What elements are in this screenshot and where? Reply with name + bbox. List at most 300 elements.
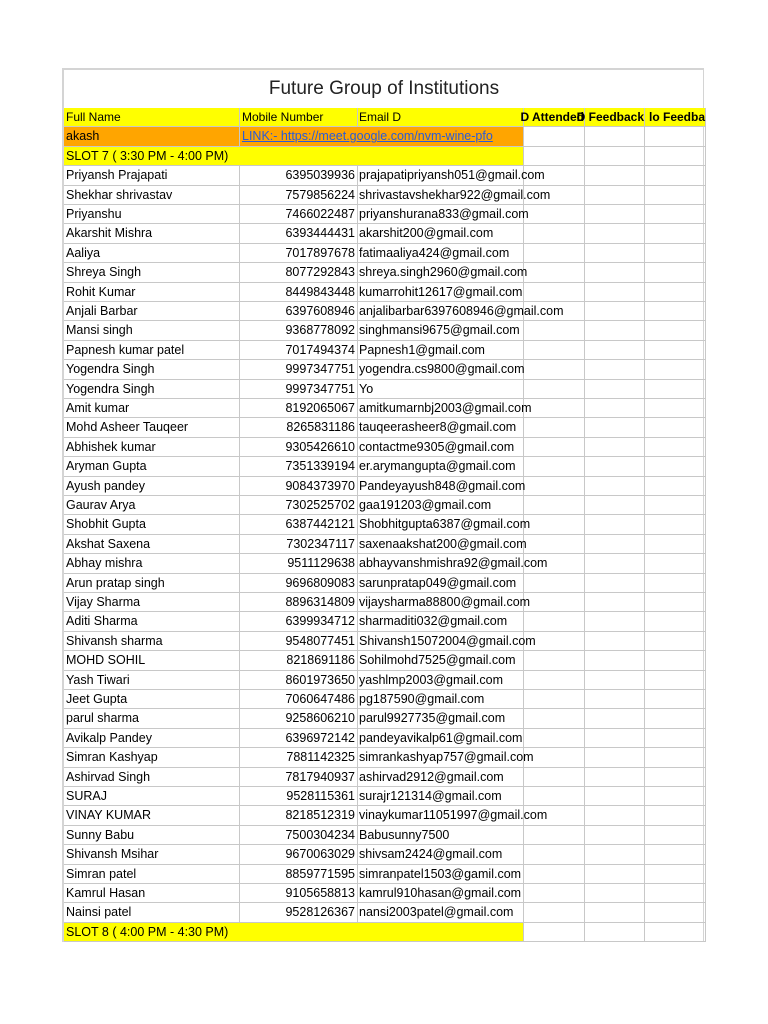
attended-cell[interactable] xyxy=(524,244,585,263)
attended-cell[interactable] xyxy=(524,205,585,224)
attended-cell[interactable] xyxy=(524,593,585,612)
feedback-cell[interactable] xyxy=(585,380,645,399)
feedback-cell[interactable] xyxy=(645,903,706,922)
attended-cell[interactable] xyxy=(524,787,585,806)
email-cell[interactable]: kumarrohit12617@gmail.com xyxy=(358,283,524,302)
mobile-cell[interactable]: 9305426610 xyxy=(240,438,358,457)
name-cell[interactable]: Simran Kashyap xyxy=(64,748,240,767)
feedback-cell[interactable] xyxy=(585,690,645,709)
feedback-cell[interactable] xyxy=(585,806,645,825)
attended-cell[interactable] xyxy=(524,399,585,418)
attended-cell[interactable] xyxy=(524,438,585,457)
feedback-cell[interactable] xyxy=(645,593,706,612)
feedback-cell[interactable] xyxy=(645,380,706,399)
cell[interactable] xyxy=(585,923,645,942)
feedback-cell[interactable] xyxy=(585,651,645,670)
feedback-cell[interactable] xyxy=(585,186,645,205)
email-cell[interactable]: gaa191203@gmail.com xyxy=(358,496,524,515)
name-cell[interactable]: Akshat Saxena xyxy=(64,535,240,554)
feedback-cell[interactable] xyxy=(585,244,645,263)
name-cell[interactable]: Abhishek kumar xyxy=(64,438,240,457)
table-row xyxy=(64,535,706,554)
cell[interactable] xyxy=(524,127,585,146)
table-row xyxy=(64,399,706,418)
name-cell[interactable]: Anjali Barbar xyxy=(64,302,240,321)
attended-cell[interactable] xyxy=(524,496,585,515)
feedback-cell[interactable] xyxy=(585,865,645,884)
mobile-cell[interactable]: 9258606210 xyxy=(240,709,358,728)
email-cell[interactable]: saxenaakshat200@gmail.com xyxy=(358,535,524,554)
header-row xyxy=(64,108,706,127)
feedback-cell[interactable] xyxy=(645,806,706,825)
feedback-cell[interactable] xyxy=(585,787,645,806)
mobile-cell[interactable]: 8601973650 xyxy=(240,671,358,690)
name-cell[interactable]: Mohd Asheer Tauqeer xyxy=(64,418,240,437)
email-cell[interactable]: akarshit200@gmail.com xyxy=(358,224,524,243)
attended-cell[interactable] xyxy=(524,651,585,670)
email-cell[interactable]: vijaysharma88800@gmail.com xyxy=(358,593,524,612)
table-row xyxy=(64,826,706,845)
attended-cell[interactable] xyxy=(524,321,585,340)
name-cell[interactable]: Shreya Singh xyxy=(64,263,240,282)
email-cell[interactable]: pandeyavikalp61@gmail.com xyxy=(358,729,524,748)
feedback-cell[interactable] xyxy=(585,321,645,340)
mobile-cell[interactable]: 6395039936 xyxy=(240,166,358,185)
name-cell[interactable]: Yash Tiwari xyxy=(64,671,240,690)
attended-cell[interactable] xyxy=(524,671,585,690)
mobile-cell[interactable]: 7302347117 xyxy=(240,535,358,554)
email-cell[interactable]: surajr121314@gmail.com xyxy=(358,787,524,806)
name-cell[interactable]: Shivansh sharma xyxy=(64,632,240,651)
feedback-cell[interactable] xyxy=(585,263,645,282)
slot-8-label[interactable]: SLOT 8 ( 4:00 PM - 4:30 PM) xyxy=(64,923,524,942)
attended-cell[interactable] xyxy=(524,263,585,282)
attended-cell[interactable] xyxy=(524,709,585,728)
email-cell[interactable]: Yo xyxy=(358,380,524,399)
mobile-cell[interactable]: 9670063029 xyxy=(240,845,358,864)
feedback-cell[interactable] xyxy=(585,515,645,534)
feedback-cell[interactable] xyxy=(585,709,645,728)
email-cell[interactable]: parul9927735@gmail.com xyxy=(358,709,524,728)
feedback-cell[interactable] xyxy=(645,166,706,185)
name-cell[interactable]: parul sharma xyxy=(64,709,240,728)
cell[interactable] xyxy=(524,923,585,942)
mobile-cell[interactable]: 7579856224 xyxy=(240,186,358,205)
mobile-cell[interactable]: 9548077451 xyxy=(240,632,358,651)
attended-cell[interactable] xyxy=(524,632,585,651)
mobile-cell[interactable]: 7017897678 xyxy=(240,244,358,263)
name-cell[interactable]: Aaliya xyxy=(64,244,240,263)
mobile-cell[interactable]: 8192065067 xyxy=(240,399,358,418)
table-row xyxy=(64,341,706,360)
feedback-cell[interactable] xyxy=(645,632,706,651)
table-row xyxy=(64,224,706,243)
feedback-cell[interactable] xyxy=(645,496,706,515)
header-email[interactable]: Email D xyxy=(358,108,524,127)
cell[interactable] xyxy=(585,147,645,166)
table-row xyxy=(64,283,706,302)
feedback-cell[interactable] xyxy=(645,302,706,321)
cell[interactable] xyxy=(585,127,645,146)
attended-cell[interactable] xyxy=(524,748,585,767)
table-row xyxy=(64,302,706,321)
table-row xyxy=(64,651,706,670)
name-cell[interactable]: Yogendra Singh xyxy=(64,360,240,379)
feedback-cell[interactable] xyxy=(585,302,645,321)
email-cell[interactable]: contactme9305@gmail.com xyxy=(358,438,524,457)
feedback-cell[interactable] xyxy=(585,496,645,515)
feedback-cell[interactable] xyxy=(645,535,706,554)
name-cell[interactable]: Avikalp Pandey xyxy=(64,729,240,748)
mobile-cell[interactable]: 6399934712 xyxy=(240,612,358,631)
header-feedback-1[interactable]: D Feedback xyxy=(585,108,645,127)
email-cell[interactable]: Shivansh15072004@gmail.com xyxy=(358,632,524,651)
header-attended[interactable]: D Attended xyxy=(524,108,585,127)
email-cell[interactable]: tauqeerasheer8@gmail.com xyxy=(358,418,524,437)
mobile-cell[interactable]: 7351339194 xyxy=(240,457,358,476)
feedback-cell[interactable] xyxy=(645,244,706,263)
attended-cell[interactable] xyxy=(524,884,585,903)
attended-cell[interactable] xyxy=(524,865,585,884)
attended-cell[interactable] xyxy=(524,903,585,922)
feedback-cell[interactable] xyxy=(645,186,706,205)
feedback-cell[interactable] xyxy=(645,574,706,593)
mobile-cell[interactable]: 8896314809 xyxy=(240,593,358,612)
feedback-cell[interactable] xyxy=(645,671,706,690)
feedback-cell[interactable] xyxy=(585,554,645,573)
mobile-cell[interactable]: 7060647486 xyxy=(240,690,358,709)
mobile-cell[interactable]: 9997347751 xyxy=(240,360,358,379)
mobile-cell[interactable]: 8859771595 xyxy=(240,865,358,884)
mobile-cell[interactable]: 8265831186 xyxy=(240,418,358,437)
name-cell[interactable]: Jeet Gupta xyxy=(64,690,240,709)
attended-cell[interactable] xyxy=(524,535,585,554)
feedback-cell[interactable] xyxy=(645,884,706,903)
name-cell[interactable]: Ashirvad Singh xyxy=(64,768,240,787)
attended-cell[interactable] xyxy=(524,418,585,437)
email-cell[interactable]: vinaykumar11051997@gmail.com xyxy=(358,806,524,825)
email-cell[interactable]: fatimaaliya424@gmail.com xyxy=(358,244,524,263)
email-cell[interactable]: priyanshurana833@gmail.com xyxy=(358,205,524,224)
table-row xyxy=(64,418,706,437)
feedback-cell[interactable] xyxy=(645,865,706,884)
table-row xyxy=(64,477,706,496)
feedback-cell[interactable] xyxy=(585,457,645,476)
attended-cell[interactable] xyxy=(524,360,585,379)
email-cell[interactable]: Babusunny7500 xyxy=(358,826,524,845)
mobile-cell[interactable]: 8449843448 xyxy=(240,283,358,302)
name-cell[interactable]: Shobhit Gupta xyxy=(64,515,240,534)
feedback-cell[interactable] xyxy=(645,729,706,748)
feedback-cell[interactable] xyxy=(585,399,645,418)
feedback-cell[interactable] xyxy=(585,826,645,845)
feedback-cell[interactable] xyxy=(645,457,706,476)
table-row xyxy=(64,884,706,903)
table-row xyxy=(64,729,706,748)
feedback-cell[interactable] xyxy=(585,903,645,922)
name-cell[interactable]: Akarshit Mishra xyxy=(64,224,240,243)
email-cell[interactable]: ashirvad2912@gmail.com xyxy=(358,768,524,787)
table-row xyxy=(64,380,706,399)
feedback-cell[interactable] xyxy=(585,283,645,302)
feedback-cell[interactable] xyxy=(585,166,645,185)
feedback-cell[interactable] xyxy=(645,283,706,302)
feedback-cell[interactable] xyxy=(585,360,645,379)
mobile-cell[interactable]: 9105658813 xyxy=(240,884,358,903)
name-cell[interactable]: Shekhar shrivastav xyxy=(64,186,240,205)
mobile-cell[interactable]: 7302525702 xyxy=(240,496,358,515)
feedback-cell[interactable] xyxy=(645,205,706,224)
feedback-cell[interactable] xyxy=(645,554,706,573)
attended-cell[interactable] xyxy=(524,612,585,631)
email-cell[interactable]: singhmansi9675@gmail.com xyxy=(358,321,524,340)
feedback-cell[interactable] xyxy=(645,438,706,457)
feedback-cell[interactable] xyxy=(645,418,706,437)
email-cell[interactable]: shivsam2424@gmail.com xyxy=(358,845,524,864)
table-row xyxy=(64,515,706,534)
host-name[interactable]: akash xyxy=(64,127,240,146)
email-cell[interactable]: Sohilmohd7525@gmail.com xyxy=(358,651,524,670)
table-row xyxy=(64,457,706,476)
feedback-cell[interactable] xyxy=(585,341,645,360)
email-cell[interactable]: amitkumarnbj2003@gmail.com xyxy=(358,399,524,418)
name-cell[interactable]: Gaurav Arya xyxy=(64,496,240,515)
attended-cell[interactable] xyxy=(524,826,585,845)
table-row xyxy=(64,438,706,457)
cell[interactable] xyxy=(645,923,706,942)
name-cell[interactable]: Simran patel xyxy=(64,865,240,884)
email-cell[interactable]: sharmaditi032@gmail.com xyxy=(358,612,524,631)
name-cell[interactable]: Kamrul Hasan xyxy=(64,884,240,903)
header-mobile[interactable]: Mobile Number xyxy=(240,108,358,127)
mobile-cell[interactable]: 7017494374 xyxy=(240,341,358,360)
feedback-cell[interactable] xyxy=(585,477,645,496)
table-row xyxy=(64,845,706,864)
email-cell[interactable]: Papnesh1@gmail.com xyxy=(358,341,524,360)
feedback-cell[interactable] xyxy=(585,574,645,593)
cell[interactable] xyxy=(645,147,706,166)
email-cell[interactable]: prajapatipriyansh051@gmail.com xyxy=(358,166,524,185)
email-cell[interactable]: shreya.singh2960@gmail.com xyxy=(358,263,524,282)
feedback-cell[interactable] xyxy=(645,826,706,845)
name-cell[interactable]: Mansi singh xyxy=(64,321,240,340)
email-cell[interactable]: Pandeyayush848@gmail.com xyxy=(358,477,524,496)
name-cell[interactable]: Aryman Gupta xyxy=(64,457,240,476)
name-cell[interactable]: Shivansh Msihar xyxy=(64,845,240,864)
email-cell[interactable]: sarunpratap049@gmail.com xyxy=(358,574,524,593)
attended-cell[interactable] xyxy=(524,477,585,496)
feedback-cell[interactable] xyxy=(585,632,645,651)
mobile-cell[interactable]: 9528115361 xyxy=(240,787,358,806)
feedback-cell[interactable] xyxy=(645,612,706,631)
mobile-cell[interactable]: 8218691186 xyxy=(240,651,358,670)
feedback-cell[interactable] xyxy=(585,418,645,437)
mobile-cell[interactable]: 6396972142 xyxy=(240,729,358,748)
feedback-cell[interactable] xyxy=(645,515,706,534)
feedback-cell[interactable] xyxy=(645,787,706,806)
name-cell[interactable]: Priyansh Prajapati xyxy=(64,166,240,185)
feedback-cell[interactable] xyxy=(645,224,706,243)
feedback-cell[interactable] xyxy=(585,438,645,457)
mobile-cell[interactable]: 9368778092 xyxy=(240,321,358,340)
attended-cell[interactable] xyxy=(524,380,585,399)
attended-cell[interactable] xyxy=(524,341,585,360)
attended-cell[interactable] xyxy=(524,574,585,593)
mobile-cell[interactable]: 9084373970 xyxy=(240,477,358,496)
table-row xyxy=(64,360,706,379)
feedback-cell[interactable] xyxy=(645,709,706,728)
feedback-cell[interactable] xyxy=(585,845,645,864)
feedback-cell[interactable] xyxy=(645,690,706,709)
attended-cell[interactable] xyxy=(524,515,585,534)
cell[interactable] xyxy=(524,147,585,166)
feedback-cell[interactable] xyxy=(645,845,706,864)
name-cell[interactable]: Rohit Kumar xyxy=(64,283,240,302)
mobile-cell[interactable]: 6397608946 xyxy=(240,302,358,321)
mobile-cell[interactable]: 8218512319 xyxy=(240,806,358,825)
name-cell[interactable]: Aditi Sharma xyxy=(64,612,240,631)
attended-cell[interactable] xyxy=(524,729,585,748)
spreadsheet xyxy=(62,68,704,942)
table-row xyxy=(64,244,706,263)
name-cell[interactable]: Vijay Sharma xyxy=(64,593,240,612)
mobile-cell[interactable]: 6393444431 xyxy=(240,224,358,243)
name-cell[interactable]: Yogendra Singh xyxy=(64,380,240,399)
feedback-cell[interactable] xyxy=(585,729,645,748)
feedback-cell[interactable] xyxy=(585,535,645,554)
table-row xyxy=(64,787,706,806)
host-row xyxy=(64,127,706,146)
table-row xyxy=(64,263,706,282)
feedback-cell[interactable] xyxy=(585,884,645,903)
feedback-cell[interactable] xyxy=(645,651,706,670)
table-row xyxy=(64,690,706,709)
attended-cell[interactable] xyxy=(524,224,585,243)
mobile-cell[interactable]: 7881142325 xyxy=(240,748,358,767)
feedback-cell[interactable] xyxy=(585,593,645,612)
email-cell[interactable]: nansi2003patel@gmail.com xyxy=(358,903,524,922)
slot-row xyxy=(64,923,706,942)
feedback-cell[interactable] xyxy=(645,263,706,282)
table-row xyxy=(64,554,706,573)
title-row xyxy=(64,70,706,108)
feedback-cell[interactable] xyxy=(645,399,706,418)
email-cell[interactable]: er.arymangupta@gmail.com xyxy=(358,457,524,476)
email-cell[interactable]: yogendra.cs9800@gmail.com xyxy=(358,360,524,379)
email-cell[interactable]: kamrul910hasan@gmail.com xyxy=(358,884,524,903)
mobile-cell[interactable]: 8077292843 xyxy=(240,263,358,282)
mobile-cell[interactable]: 7817940937 xyxy=(240,768,358,787)
attended-cell[interactable] xyxy=(524,302,585,321)
feedback-cell[interactable] xyxy=(645,477,706,496)
feedback-cell[interactable] xyxy=(645,768,706,787)
table-row xyxy=(64,806,706,825)
name-cell[interactable]: SURAJ xyxy=(64,787,240,806)
table-row xyxy=(64,321,706,340)
feedback-cell[interactable] xyxy=(645,748,706,767)
email-cell[interactable]: simrankashyap757@gmail.com xyxy=(358,748,524,767)
email-cell[interactable]: shrivastavshekhar922@gmail.com xyxy=(358,186,524,205)
table-row xyxy=(64,768,706,787)
slot-row xyxy=(64,147,706,166)
header-full-name[interactable]: Full Name xyxy=(64,108,240,127)
slot-7-label[interactable]: SLOT 7 ( 3:30 PM - 4:00 PM) xyxy=(64,147,524,166)
attended-cell[interactable] xyxy=(524,845,585,864)
name-cell[interactable]: Abhay mishra xyxy=(64,554,240,573)
feedback-cell[interactable] xyxy=(585,748,645,767)
attended-cell[interactable] xyxy=(524,186,585,205)
header-feedback-2[interactable]: lo Feedba xyxy=(645,108,706,127)
mobile-cell[interactable]: 7500304234 xyxy=(240,826,358,845)
mobile-cell[interactable]: 9528126367 xyxy=(240,903,358,922)
feedback-cell[interactable] xyxy=(585,768,645,787)
mobile-cell[interactable]: 7466022487 xyxy=(240,205,358,224)
feedback-cell[interactable] xyxy=(585,612,645,631)
attended-cell[interactable] xyxy=(524,768,585,787)
table-row xyxy=(64,709,706,728)
name-cell[interactable]: Arun pratap singh xyxy=(64,574,240,593)
table-row xyxy=(64,205,706,224)
sheet-title: Future Group of Institutions xyxy=(268,78,500,99)
name-cell[interactable]: Priyanshu xyxy=(64,205,240,224)
feedback-cell[interactable] xyxy=(645,360,706,379)
attended-cell[interactable] xyxy=(524,166,585,185)
name-cell[interactable]: Ayush pandey xyxy=(64,477,240,496)
table-row xyxy=(64,186,706,205)
attended-cell[interactable] xyxy=(524,690,585,709)
table-row xyxy=(64,671,706,690)
email-cell[interactable]: simranpatel1503@gamil.com xyxy=(358,865,524,884)
attended-cell[interactable] xyxy=(524,457,585,476)
name-cell[interactable]: Sunny Babu xyxy=(64,826,240,845)
feedback-cell[interactable] xyxy=(645,321,706,340)
table-row xyxy=(64,166,706,185)
table-row xyxy=(64,593,706,612)
feedback-cell[interactable] xyxy=(645,341,706,360)
table-row xyxy=(64,612,706,631)
email-cell[interactable]: Shobhitgupta6387@gmail.com xyxy=(358,515,524,534)
name-cell[interactable]: Papnesh kumar patel xyxy=(64,341,240,360)
table-row xyxy=(64,903,706,922)
cell[interactable] xyxy=(645,127,706,146)
mobile-cell[interactable]: 9696809083 xyxy=(240,574,358,593)
mobile-cell[interactable]: 6387442121 xyxy=(240,515,358,534)
table-row xyxy=(64,865,706,884)
attended-cell[interactable] xyxy=(524,283,585,302)
mobile-cell[interactable]: 9511129638 xyxy=(240,554,358,573)
feedback-cell[interactable] xyxy=(585,224,645,243)
attended-cell[interactable] xyxy=(524,554,585,573)
table-row xyxy=(64,748,706,767)
table-row xyxy=(64,496,706,515)
attended-cell[interactable] xyxy=(524,806,585,825)
name-cell[interactable]: Amit kumar xyxy=(64,399,240,418)
name-cell[interactable]: MOHD SOHIL xyxy=(64,651,240,670)
email-cell[interactable]: abhayvanshmishra92@gmail.com xyxy=(358,554,524,573)
email-cell[interactable]: anjalibarbar6397608946@gmail.com xyxy=(358,302,524,321)
name-cell[interactable]: Nainsi patel xyxy=(64,903,240,922)
feedback-cell[interactable] xyxy=(585,205,645,224)
email-cell[interactable]: pg187590@gmail.com xyxy=(358,690,524,709)
mobile-cell[interactable]: 9997347751 xyxy=(240,380,358,399)
feedback-cell[interactable] xyxy=(585,671,645,690)
email-cell[interactable]: yashlmp2003@gmail.com xyxy=(358,671,524,690)
meet-link[interactable]: LINK:- https://meet.google.com/nvm-wine-pfo xyxy=(242,129,493,144)
table-row xyxy=(64,632,706,651)
name-cell[interactable]: VINAY KUMAR xyxy=(64,806,240,825)
meet-link-cell[interactable] xyxy=(240,127,524,146)
table-row xyxy=(64,574,706,593)
